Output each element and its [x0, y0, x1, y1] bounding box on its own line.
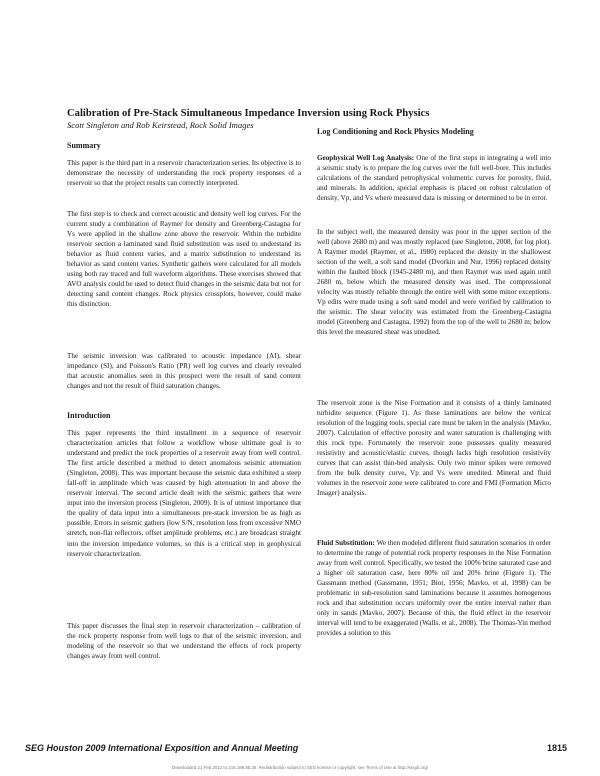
summary-heading: Summary	[67, 141, 101, 150]
page-number: 1815	[547, 743, 568, 753]
fluid-substitution-lead: Fluid Substitution:	[317, 539, 375, 547]
introduction-paragraph-1: This paper represents the third installment in a sequence of reservoir characterization articles that follow a workflow whose ultimate goal is to understand and predict the rock properties of a reservoir away from well control. The first article described a method to detect anomalous seismic attenuation (Singleton, 2008). This was important because the seismic data exhibited a steep fall-off in amplitude which was caused by high attenuation in and above the reservoir interval. The second article dealt with the seismic gathers that were input into the inversion process (Singleton, 2009). It is of utmost importance that the quality of data input into a simultaneous pre-stack inversion be as high as possible. Errors in seismic gathers (low S/N, resolution loss from excessive NMO stretch, non-flat reflectors, offset amplitude problems, etc.) are broadcast straight into the inversion impedance volumes, so this is a critical step in geophysical reservoir characterization.	[67, 429, 301, 558]
introduction-paragraph-2: This paper discusses the final step in reservoir characterization – calibration of the rock property response from well logs to that of the seismic inversion, and modeling of the reservoir so that we understand the effects of rock property changes away from well control.	[67, 622, 301, 661]
section-heading: Log Conditioning and Rock Physics Modeling	[317, 127, 474, 136]
fluid-substitution-body: We then modeled different fluid saturation scenarios in order to determine the range of potential rock property responses in the Nise Formation away from well control. Specifically, we tested the 100% brine saturated case and a higher oil saturation case, here 80% oil and 20% brine (Figure 1). The Gassmann method (Gassmann, 1951; Biot, 1956; Mavko, et al, 1998) can be problematic in sub-resolution sand laminations because it assumes homogenous rock and that substitution occurs uniformly over the entire interval rather than only in sands (Mavko, 2007). Because of this, the fluid effect in the reservoir interval will tend to be exaggerated (Walls, et al., 2008). The Thomas-Yin method provides a solution to this	[317, 539, 551, 638]
paper-title: Calibration of Pre-Stack Simultaneous Impedance Inversion using Rock Physics	[67, 108, 430, 119]
density-edits-paragraph: In the subject well, the measured density was poor in the upper section of the well (above 2680 m) and was mostly replaced (see Singleton, 2008, for log plot). A Raymer model (Raymer, et al., 1980) replaced the density in the shallowest section of the well, a soft sand model (Dvorkin and Nur, 1996) replaced density within the faulted block (1945-2480 m), and then Raymer was used again until 2680 m, below which the measured density was used. The compressional velocity was mostly reliable through the entire well with some minor exceptions. Vp edits were made using a soft sand model and were verified by calibration to the seismic. The shear velocity was estimated from the Greenberg-Castagna model (Greenberg and Castagna, 1992) from the top of the well to 2680 m; below this level the measured shear was unedited.	[317, 228, 551, 337]
introduction-heading: Introduction	[67, 411, 111, 420]
well-log-analysis-body: One of the first steps in integrating a well into a seismic study is to prepare the log curves over the full well-bore. This includes calculations of the standard petrophysical volumetric curves for porosity, fluid, and minerals. In addition, special emphasis is placed on robust calculation of density, Vp, and Vs where measured data is missing or determined to be in error.	[317, 154, 551, 203]
well-log-analysis-lead: Geophysical Well Log Analysis:	[317, 154, 415, 162]
paper-authors: Scott Singleton and Rob Keirstead, Rock Solid Images	[67, 120, 254, 130]
well-log-analysis-paragraph	[317, 153, 551, 203]
conference-footer: SEG Houston 2009 International Exposition and Annual Meeting	[25, 743, 299, 753]
summary-paragraph-3: The seismic inversion was calibrated to acoustic impedance (AI), shear impedance (SI), and Poisson's Ratio (PR) well log curves and clearly revealed that acoustic anomalies seen in this prospect were the result of sand content changes and not the result of fluid saturation changes.	[67, 352, 301, 391]
fluid-substitution-paragraph	[317, 538, 551, 638]
download-notice: Downloaded 21 Feb 2012 to 216.198.85.26. Redistribution subject to SEG license or copyright; see Terms of Use at http://segdl.org/	[171, 765, 429, 770]
summary-paragraph-1: This paper is the third part in a reservoir characterization series. Its objective is to demonstrate the necessity of understanding the rock property responses of a reservoir so that the project results can correctly interpreted.	[67, 159, 301, 188]
summary-paragraph-2: The first step is to check and correct acoustic and density well log curves. For the current study a combination of Raymer for density and Greenberg-Castagna for Vs were applied in the shallow zone above the reservoir. Within the turbidite reservoir section a laminated sand fluid substitution was used to understand its behavior as fluid content varies, and a matrix substitution to understand its behavior as sand content varies. Synthetic gathers were calculated for all models using both ray traced and full waveform algorithms. These exercises showed that AVO analysis could be used to detect fluid changes in the seismic data but not for detecting sand content changes. Rock physics crossplots, however, could make this distinction.	[67, 210, 301, 309]
reservoir-zone-paragraph: The reservoir zone is the Nise Formation and it consists of a thinly laminated turbidite sequence (Figure 1). As these laminations are below the vertical resolution of the logging tools, special care must be taken in the analysis (Mavko, 2007). Calculation of effective porosity and water saturation is challenging with this rock type. Fortunately the reservoir zone possesses quality measured resistivity and acoustic/elastic curves, though lacks high resolution resistivity curves that can assist thin-bed analysis. Only two minor spikes were removed from the bulk density curve, Vp and Vs were unedited. Mineral and fluid volumes in the reservoir zone were calibrated to core and FMI (Formation Micro Imager) analysis.	[317, 399, 551, 498]
